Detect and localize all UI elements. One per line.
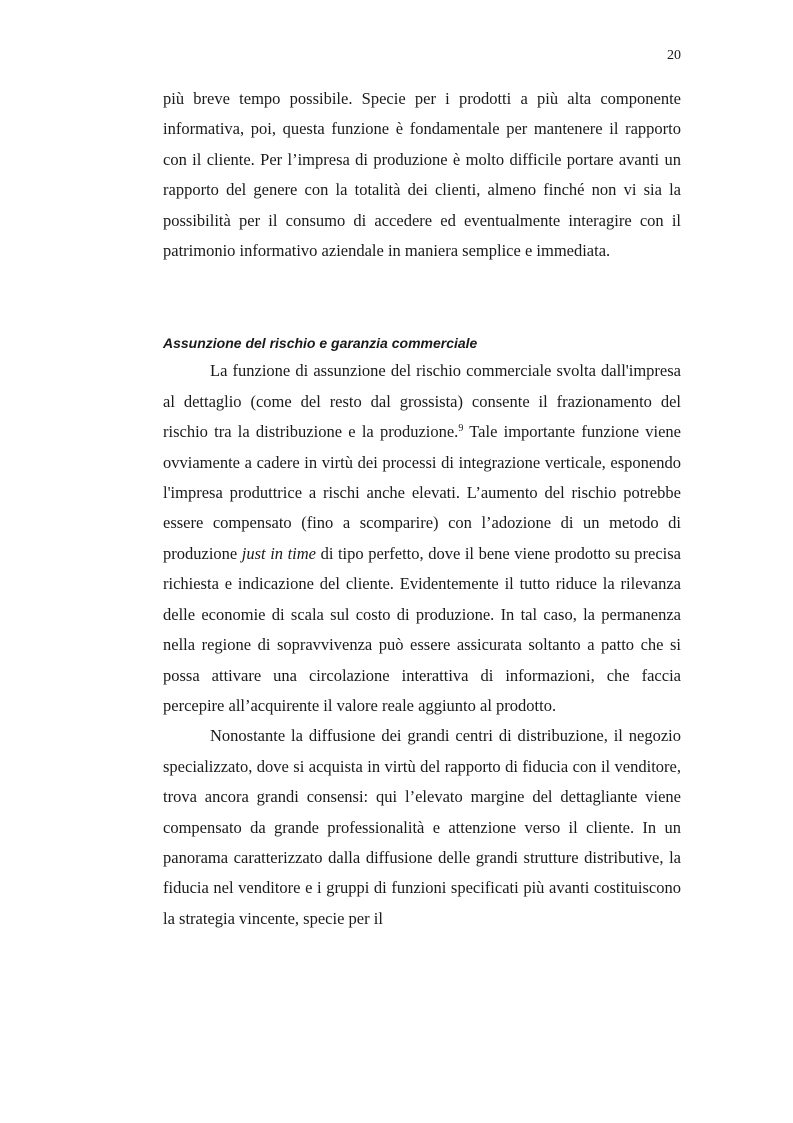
paragraph-text: di tipo perfetto, dove il bene viene prodotto su precisa richiesta e indicazione del cliente. Evidentemente il tutto riduce la rilevanza delle economie di scala sul costo di produzione. In tal caso, la permanenza nella regione di sopravvivenza può essere assicurata soltanto a patto che si possa attivare una circolazione interattiva di informazioni, che faccia percepire all’acquirente il valore reale aggiunto al prodotto. — [163, 543, 681, 715]
section-heading: Assunzione del rischio e garanzia commerciale — [163, 335, 478, 352]
paragraph-risk-function — [163, 356, 681, 721]
paragraph-continuation: più breve tempo possibile. Specie per i prodotti a più alta componente informativa, poi, questa funzione è fondamentale per mantenere il rapporto con il cliente. Per l’impresa di produzione è molto difficile portare avanti un rapporto del genere con la totalità dei clienti, almeno finché non vi sia la possibilità per il consumo di accedere ed eventualmente interagire con il patrimonio informativo aziendale in maniera semplice e immediata. — [163, 89, 681, 261]
document-body — [163, 84, 681, 934]
paragraph-text: La funzione di assunzione del rischio commerciale svolta dall'impresa al dettaglio (come del resto dal grossista) consente il frazionamento del rischio tra la distribuzione e la produzione. — [163, 361, 681, 442]
italic-term: just in time — [241, 543, 317, 563]
footnote-marker[interactable]: 9 — [458, 423, 464, 435]
paragraph-specialized-store: Nonostante la diffusione dei grandi centri di distribuzione, il negozio specializzato, dove si acquista in virtù del rapporto di fiducia con il venditore, trova ancora grandi consensi: qui l’elevato margine del dettagliante viene compensato da grande professionalità e attenzione verso il cliente. In un panorama caratterizzato dalla diffusione delle grandi strutture distributive, la fiducia nel venditore e i gruppi di funzioni specificati più avanti costituiscono la strategia vincente, specie per il — [163, 726, 681, 928]
paragraph-text: Tale importante funzione viene ovviamente a cadere in virtù dei processi di integrazione verticale, esponendo l'impresa produttrice a rischi anche elevati. L’aumento del rischio potrebbe essere compensato (fino a scomparire) con l’adozione di un metodo di produzione — [163, 422, 682, 563]
page-number: 20 — [667, 48, 681, 63]
